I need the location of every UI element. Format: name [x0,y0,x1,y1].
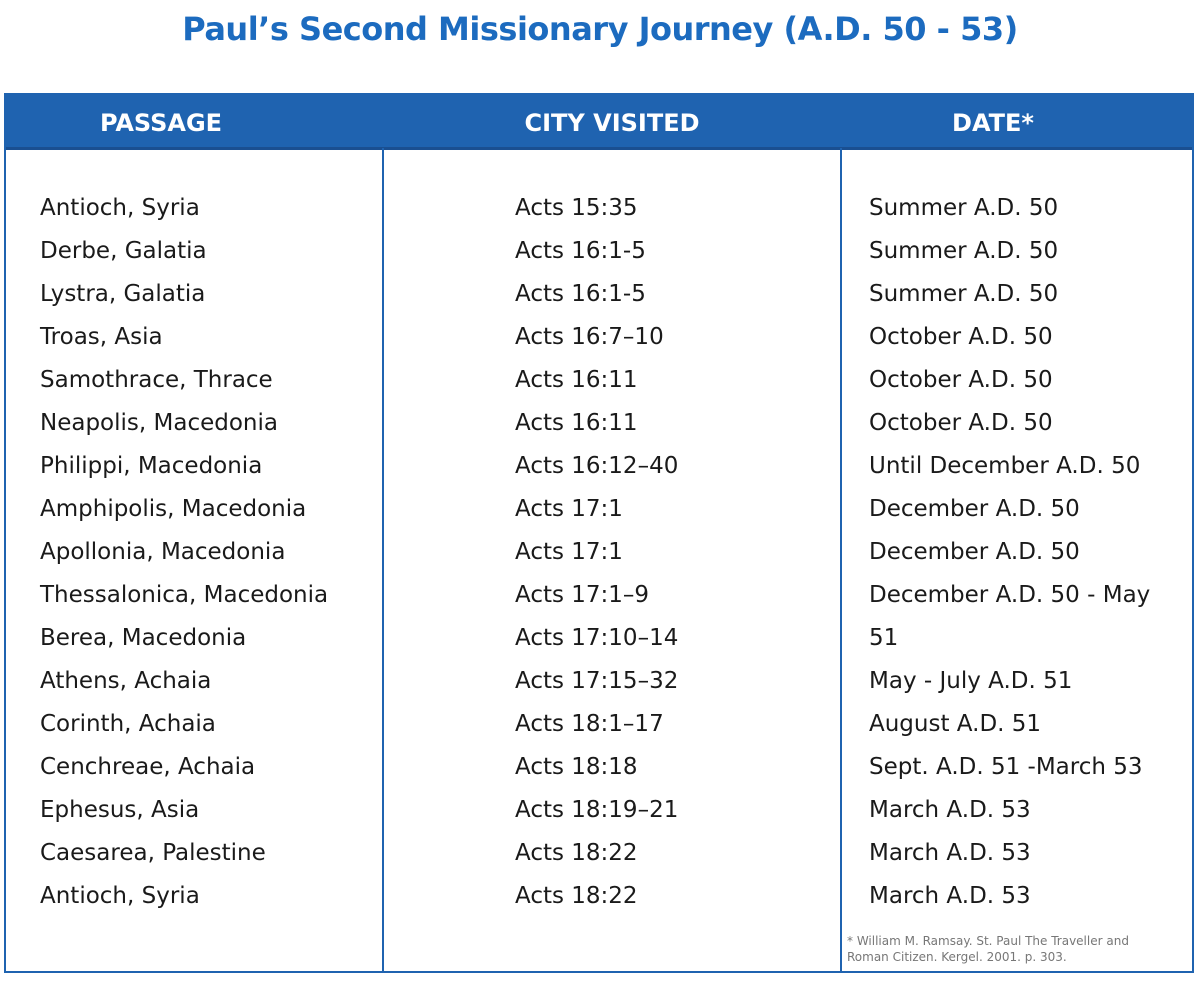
city-visited-cell: Acts 17:1 [515,496,623,522]
date-cell: October A.D. 50 [869,410,1053,436]
date-cell: March A.D. 53 [869,840,1031,866]
footnote [847,933,1147,965]
city-visited-cell: Acts 17:10–14 [515,625,679,651]
journey-table [4,93,1194,973]
passage-cell: Thessalonica, Macedonia [40,582,329,608]
date-cell: December A.D. 50 - May [869,582,1151,608]
column-header-passage: PASSAGE [99,109,223,137]
city-visited-cell: Acts 18:22 [515,840,638,866]
table-header [6,95,1192,150]
footnote-line: * William M. Ramsay. St. Paul The Traveller and [847,934,1129,948]
column-header-city-visited: CITY VISITED [524,109,700,137]
date-cell: Until December A.D. 50 [869,453,1141,479]
passage-cell: Derbe, Galatia [40,238,207,264]
date-cell: Summer A.D. 50 [869,195,1059,221]
city-visited-cell: Acts 17:1–9 [515,582,650,608]
passage-cell: Apollonia, Macedonia [40,539,286,565]
date-cell: March A.D. 53 [869,883,1031,909]
column-header-date: DATE* [952,109,1034,137]
date-cell: December A.D. 50 [869,496,1080,522]
city-visited-cell: Acts 16:1-5 [515,238,646,264]
passage-cell: Corinth, Achaia [40,711,216,737]
passage-cell: Caesarea, Palestine [40,840,266,866]
passage-cell: Berea, Macedonia [40,625,247,651]
city-visited-cell: Acts 18:1–17 [515,711,664,737]
date-column [869,187,1150,918]
passage-cell: Antioch, Syria [40,883,200,909]
date-cell: Sept. A.D. 51 -March 53 [869,754,1143,780]
date-cell: Summer A.D. 50 [869,281,1059,307]
city-visited-cell: Acts 17:15–32 [515,668,679,694]
passage-cell: Troas, Asia [40,324,163,350]
passage-cell: Ephesus, Asia [40,797,200,823]
date-cell: October A.D. 50 [869,367,1053,393]
city-visited-cell: Acts 18:18 [515,754,638,780]
date-cell: May - July A.D. 51 [869,668,1073,694]
passage-cell: Antioch, Syria [40,195,200,221]
column-divider [840,148,842,971]
city-visited-cell: Acts 18:22 [515,883,638,909]
city-visited-cell: Acts 16:12–40 [515,453,679,479]
city-visited-cell: Acts 18:19–21 [515,797,679,823]
date-cell: 51 [869,625,899,651]
footnote-line: Roman Citizen. Kergel. 2001. p. 303. [847,950,1067,964]
city-visited-cell: Acts 16:1-5 [515,281,646,307]
passage-column [40,187,328,918]
city-visited-cell: Acts 17:1 [515,539,623,565]
city-visited-cell: Acts 16:11 [515,410,638,436]
passage-cell: Samothrace, Thrace [40,367,273,393]
date-cell: December A.D. 50 [869,539,1080,565]
date-cell: March A.D. 53 [869,797,1031,823]
city-visited-cell: Acts 15:35 [515,195,638,221]
passage-cell: Neapolis, Macedonia [40,410,278,436]
city-visited-cell: Acts 16:11 [515,367,638,393]
passage-cell: Philippi, Macedonia [40,453,263,479]
passage-cell: Lystra, Galatia [40,281,206,307]
date-cell: Summer A.D. 50 [869,238,1059,264]
city-visited-cell: Acts 16:7–10 [515,324,664,350]
city-visited-column [515,187,678,918]
date-cell: August A.D. 51 [869,711,1042,737]
passage-cell: Amphipolis, Macedonia [40,496,307,522]
date-cell: October A.D. 50 [869,324,1053,350]
column-divider [382,148,384,971]
passage-cell: Cenchreae, Achaia [40,754,256,780]
passage-cell: Athens, Achaia [40,668,212,694]
page-title: Paul’s Second Missionary Journey (A.D. 50 - 53) [182,10,1018,48]
